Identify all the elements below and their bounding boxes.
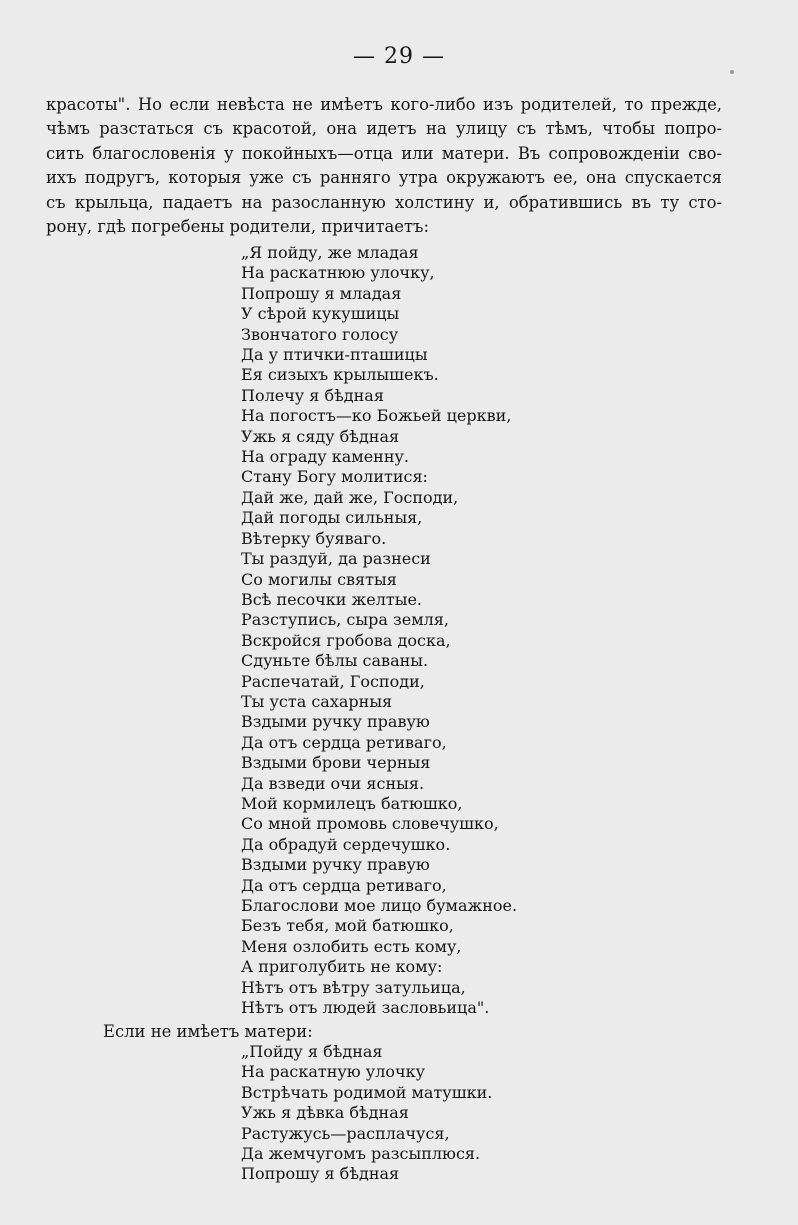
verse-line: „Я пойду, же младая xyxy=(241,243,419,262)
verse-line: Всѣ песочки желтые. xyxy=(241,589,422,609)
verse-line: „Пойду я бѣдная xyxy=(241,1042,383,1061)
verse-line: Вскройся гробова доска, xyxy=(241,630,451,650)
section-heading: Если не имѣетъ матери: xyxy=(103,1022,313,1041)
verse-line: Сдуньте бѣлы саваны. xyxy=(241,651,429,671)
page-number: — 29 — xyxy=(353,44,445,69)
verse-line: Нѣтъ отъ людей засловьица". xyxy=(241,998,490,1018)
prose-line: чѣмъ разстаться съ красотой, она идетъ на улицу съ тѣмъ, чтобы попро- xyxy=(46,119,722,139)
verse-line: Ужь я дѣвка бѣдная xyxy=(241,1103,409,1123)
verse-line: Вздыми брови черныя xyxy=(241,753,431,773)
verse-line: Да взведи очи ясныя. xyxy=(241,773,425,793)
prose-paragraph xyxy=(46,93,722,239)
verse-line: У сѣрой кукушицы xyxy=(241,304,400,324)
verse-line: А приголубить не кому: xyxy=(241,957,443,977)
verse-line: Полечу я бѣдная xyxy=(241,385,384,405)
verse-line: Растужусь—расплачуся, xyxy=(241,1123,450,1143)
verse-line: На раскатнюю улочку, xyxy=(241,263,435,283)
verse-line: Да отъ сердца ретиваго, xyxy=(241,875,447,895)
verse-line: Да у птички-пташицы xyxy=(241,345,428,365)
verse-line: Вздыми ручку правую xyxy=(241,712,430,732)
verse-line: Безъ тебя, мой батюшко, xyxy=(241,916,454,936)
lament-verse-father xyxy=(241,243,741,1018)
verse-line: Ужь я сяду бѣдная xyxy=(241,426,400,446)
verse-line: Ты уста сахарныя xyxy=(241,691,393,711)
verse-line: Со мной промовь словечушко, xyxy=(241,814,499,834)
verse-line: Вздыми ручку правую xyxy=(241,855,430,875)
verse-line: Благослови мое лицо бумажное. xyxy=(241,896,518,915)
lament-verse-mother xyxy=(241,1042,741,1185)
prose-line: красоты". Но если невѣста не имѣетъ кого-либо изъ родителей, то прежде, xyxy=(46,95,722,114)
verse-line: Ты раздуй, да разнеси xyxy=(241,549,431,569)
verse-line: Распечатай, Господи, xyxy=(241,671,425,691)
verse-line: Да отъ сердца ретиваго, xyxy=(241,732,447,752)
verse-line: Стану Богу молитися: xyxy=(241,467,428,487)
verse-line: Нѣтъ отъ вѣтру затульица, xyxy=(241,977,466,997)
verse-line: На ограду каменну. xyxy=(241,447,410,467)
verse-line: Дай же, дай же, Господи, xyxy=(241,487,459,507)
verse-line: Дай погоды сильныя, xyxy=(241,508,423,528)
prose-line: рону, гдѣ погребены родители, причитаетъ: xyxy=(46,217,430,237)
verse-line: Попрошу я младая xyxy=(241,283,402,303)
verse-line: Разступись, сыра земля, xyxy=(241,610,449,630)
verse-line: Встрѣчать родимой матушки. xyxy=(241,1082,493,1102)
verse-line: Да жемчугомъ разсыплюся. xyxy=(241,1144,481,1164)
prose-line: съ крыльца, падаетъ на разосланную холстину и, обратившись въ ту сто- xyxy=(46,192,722,212)
verse-line: Со могилы святыя xyxy=(241,569,397,589)
verse-line: Мой кормилецъ батюшко, xyxy=(241,793,463,813)
verse-line: Меня озлобить есть кому, xyxy=(241,936,462,956)
verse-line: Звончатого голосу xyxy=(241,324,399,344)
verse-line: Вѣтерку буяваго. xyxy=(241,528,387,548)
verse-line: Да обрадуй сердечушко. xyxy=(241,834,451,854)
verse-line: Ея сизыхъ крылышекъ. xyxy=(241,365,439,385)
verse-line: На погостъ—ко Божьей церкви, xyxy=(241,406,512,426)
verse-line: Попрошу я бѣдная xyxy=(241,1164,400,1184)
prose-line: сить благословенія у покойныхъ—отца или матери. Въ сопровожденіи сво- xyxy=(46,143,722,163)
verse-line: На раскатную улочку xyxy=(241,1062,426,1082)
speck-mark xyxy=(730,70,734,74)
prose-line: ихъ подругъ, которыя уже съ ранняго утра окружаютъ ее, она спускается xyxy=(46,168,722,188)
